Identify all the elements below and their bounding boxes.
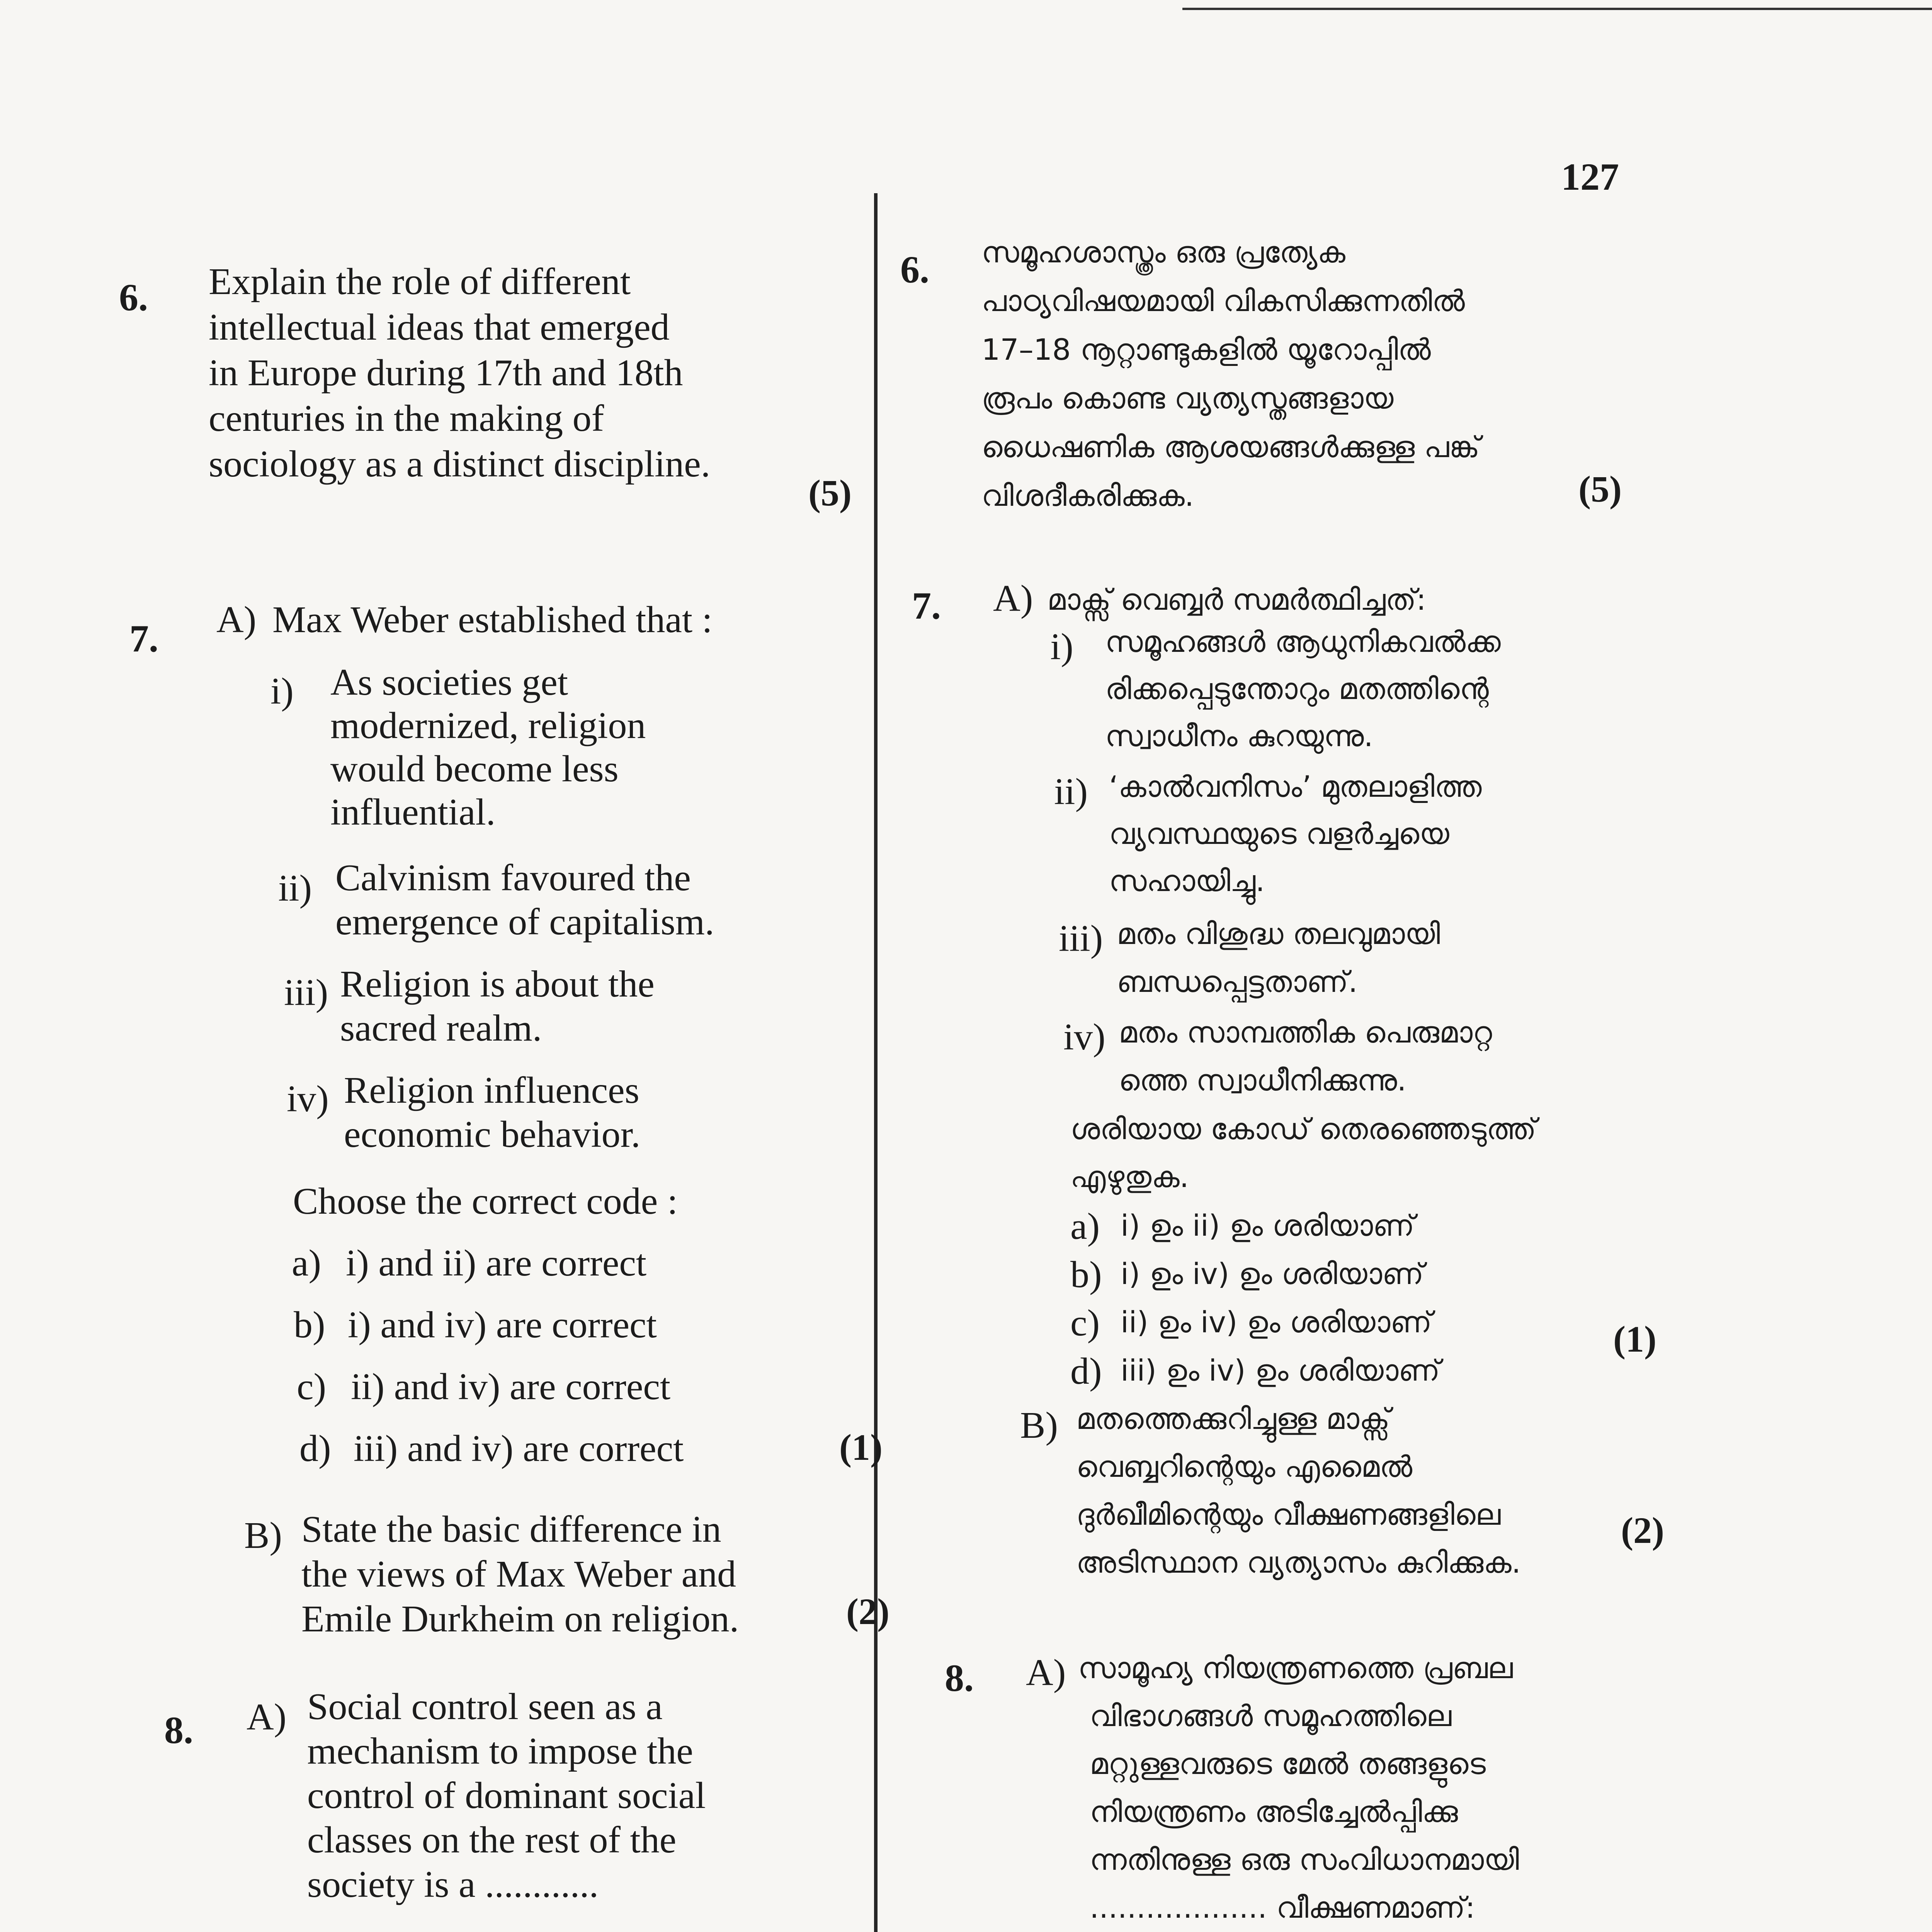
choose-instruction bbox=[1070, 1105, 1536, 1201]
text-line: Religion is about the bbox=[340, 963, 655, 1005]
option-text: i) and iv) are correct bbox=[348, 1304, 657, 1346]
statement bbox=[344, 1068, 640, 1156]
text-line: ധൈഷണിക ആശയങ്ങൾക്കുള്ള പങ്ക് bbox=[981, 430, 1480, 464]
text-line: വിശദീകരിക്കുക. bbox=[981, 478, 1194, 513]
text-line: mechanism to impose the bbox=[307, 1730, 693, 1772]
text-line: classes on the rest of the bbox=[307, 1819, 677, 1861]
statement-number: i) bbox=[1050, 626, 1073, 668]
page-number: 127 bbox=[1561, 155, 1619, 198]
statement-number: iv) bbox=[1063, 1016, 1105, 1058]
text-line: Social control seen as a bbox=[307, 1686, 663, 1728]
question-7a-stem: Max Weber established that : bbox=[272, 599, 713, 641]
option-label: b) bbox=[294, 1304, 325, 1346]
question-7b-text bbox=[301, 1507, 739, 1641]
text-line: society is a ............ bbox=[307, 1864, 599, 1905]
marks: (2) bbox=[1621, 1510, 1664, 1551]
statement bbox=[1119, 1009, 1492, 1104]
part-prefix: A) bbox=[993, 578, 1033, 619]
text-line: ‘കാൽവനിസം’ മുതലാളിത്ത bbox=[1109, 769, 1482, 804]
text-line: സഹായിച്ചു. bbox=[1109, 864, 1265, 898]
question-number: 6. bbox=[900, 248, 929, 291]
text-line: സ്വാധീനം കുറയുന്നു. bbox=[1105, 719, 1373, 753]
text-line: intellectual ideas that emerged bbox=[209, 306, 670, 348]
text-line: Calvinism favoured the bbox=[335, 857, 691, 899]
part-prefix: B) bbox=[1020, 1405, 1058, 1446]
marks: (1) bbox=[839, 1427, 883, 1468]
statement bbox=[1117, 910, 1440, 1006]
option-label: d) bbox=[299, 1428, 331, 1469]
text-line: modernized, religion bbox=[330, 705, 646, 747]
question-number: 8. bbox=[945, 1656, 974, 1699]
statement-number: i) bbox=[270, 670, 294, 712]
text-line: Religion influences bbox=[344, 1070, 639, 1111]
text-line: Emile Durkheim on religion. bbox=[301, 1598, 739, 1640]
question-8a-text bbox=[1078, 1644, 1519, 1932]
choose-instruction: Choose the correct code : bbox=[293, 1180, 678, 1222]
text-line: influential. bbox=[330, 791, 496, 833]
statement bbox=[330, 661, 775, 834]
text-line: control of dominant social bbox=[307, 1775, 706, 1816]
statement-number: ii) bbox=[1054, 771, 1088, 813]
text-line: മതം സാമ്പത്തിക പെരുമാറ്റ bbox=[1119, 1015, 1492, 1049]
text-line: രൂപം കൊണ്ട വ്യത്യസ്തങ്ങളായ bbox=[981, 381, 1394, 415]
text-line: ................... വീക്ഷണമാണ്: bbox=[1090, 1890, 1475, 1925]
text-line: നിയന്ത്രണം അടിച്ചേൽപ്പിക്കു bbox=[1090, 1794, 1458, 1829]
question-number: 7. bbox=[912, 584, 941, 627]
text-line: ശരിയായ കോഡ് തെരഞ്ഞെടുത്ത് bbox=[1070, 1112, 1536, 1146]
option-text: i) ഉം ii) ഉം ശരിയാണ് bbox=[1121, 1208, 1415, 1243]
option-label: b) bbox=[1070, 1254, 1102, 1296]
statement bbox=[1109, 763, 1482, 905]
text-line: centuries in the making of bbox=[209, 398, 604, 439]
text-line: would become less bbox=[330, 748, 619, 790]
option-text: i) ഉം iv) ഉം ശരിയാണ് bbox=[1121, 1257, 1424, 1291]
text-line: മതത്തെക്കുറിച്ചുള്ള മാക്സ് bbox=[1076, 1401, 1390, 1436]
text-line: വിഭാഗങ്ങൾ സമൂഹത്തിലെ bbox=[1090, 1699, 1452, 1733]
option-text: ii) and iv) are correct bbox=[351, 1366, 671, 1408]
option-text: iii) and iv) are correct bbox=[354, 1428, 684, 1469]
option-text: ii) ഉം iv) ഉം ശരിയാണ് bbox=[1121, 1305, 1432, 1339]
scan-top-edge bbox=[1182, 8, 1932, 10]
option-text: i) and ii) are correct bbox=[346, 1242, 647, 1284]
text-line: 17–18 നൂറ്റാണ്ടുകളിൽ യൂറോപ്പിൽ bbox=[981, 332, 1431, 367]
option-label: d) bbox=[1070, 1350, 1102, 1392]
text-line: ദുർഖീമിന്റെയും വീക്ഷണങ്ങളിലെ bbox=[1076, 1497, 1501, 1532]
text-line: ന്നതിനുള്ള ഒരു സംവിധാനമായി bbox=[1090, 1842, 1519, 1877]
text-line: വെബ്ബറിന്റെയും എമൈൽ bbox=[1076, 1449, 1413, 1484]
statement-number: iv) bbox=[287, 1078, 329, 1120]
marks: (5) bbox=[808, 472, 852, 514]
text-line: മതം വിശുദ്ധ തലവുമായി bbox=[1117, 917, 1440, 951]
statement-number: ii) bbox=[278, 867, 312, 909]
text-line: ബന്ധപ്പെട്ടതാണ്. bbox=[1117, 964, 1358, 999]
marks: (5) bbox=[1578, 468, 1622, 510]
text-line: വ്യവസ്ഥയുടെ വളർച്ചയെ bbox=[1109, 816, 1449, 851]
option-label: c) bbox=[1070, 1302, 1100, 1344]
text-line: in Europe during 17th and 18th bbox=[209, 352, 683, 394]
marks: (2) bbox=[846, 1591, 889, 1632]
option-text: iii) ഉം iv) ഉം ശരിയാണ് bbox=[1121, 1353, 1440, 1388]
question-number: 6. bbox=[119, 276, 148, 319]
option-text bbox=[1144, 1930, 1431, 1932]
text-line: സമൂഹശാസ്ത്രം ഒരു പ്രത്യേക bbox=[981, 235, 1345, 269]
statement bbox=[340, 962, 655, 1050]
column-divider bbox=[874, 193, 878, 1932]
text-line: Explain the role of different bbox=[209, 261, 631, 303]
option-label: c) bbox=[297, 1366, 327, 1408]
option-label: a) bbox=[1070, 1206, 1100, 1247]
question-8a-text bbox=[307, 1685, 706, 1907]
part-prefix: A) bbox=[1026, 1652, 1066, 1694]
text-line: sacred realm. bbox=[340, 1007, 542, 1049]
text-line: മറ്റുള്ളവരുടെ മേൽ തങ്ങളുടെ bbox=[1090, 1747, 1486, 1781]
statement bbox=[335, 856, 714, 944]
statement bbox=[1105, 618, 1501, 760]
text-line: State the basic difference in bbox=[301, 1509, 721, 1550]
statement-number: iii) bbox=[1059, 918, 1103, 959]
part-prefix: A) bbox=[216, 599, 257, 641]
part-prefix: A) bbox=[247, 1696, 287, 1738]
text-line: sociology as a distinct discipline. bbox=[209, 443, 711, 485]
text-line: സമൂഹങ്ങൾ ആധുനികവൽക്ക bbox=[1105, 624, 1501, 659]
part-prefix: B) bbox=[244, 1515, 282, 1556]
question-number: 7. bbox=[129, 617, 158, 660]
text-line: economic behavior. bbox=[344, 1114, 641, 1155]
text-line: എഴുതുക. bbox=[1070, 1160, 1189, 1194]
question-7a-stem: മാക്സ് വെബ്ബർ സമർത്ഥിച്ചത്: bbox=[1047, 582, 1426, 617]
text-line: ത്തെ സ്വാധീനിക്കുന്നു. bbox=[1119, 1063, 1406, 1097]
marks: (1) bbox=[1613, 1318, 1656, 1360]
text-line: the views of Max Weber and bbox=[301, 1553, 736, 1595]
question-7b-text bbox=[1076, 1395, 1521, 1587]
text-line: അടിസ്ഥാന വ്യത്യാസം കുറിക്കുക. bbox=[1076, 1545, 1521, 1580]
option-label: a) bbox=[292, 1242, 321, 1284]
text-line: പാഠ്യവിഷയമായി വികസിക്കുന്നതിൽ bbox=[981, 284, 1465, 318]
text-line: രിക്കപ്പെടുന്തോറും മതത്തിന്റെ bbox=[1105, 672, 1489, 706]
text-line: As societies get bbox=[330, 662, 568, 703]
text-line: emergence of capitalism. bbox=[335, 901, 714, 943]
text-line: സാമൂഹ്യ നിയന്ത്രണത്തെ പ്രബല bbox=[1078, 1651, 1513, 1685]
question-6-text bbox=[981, 228, 1480, 520]
statement-number: iii) bbox=[284, 972, 328, 1014]
question-number: 8. bbox=[164, 1709, 193, 1752]
question-6-text bbox=[209, 259, 796, 487]
